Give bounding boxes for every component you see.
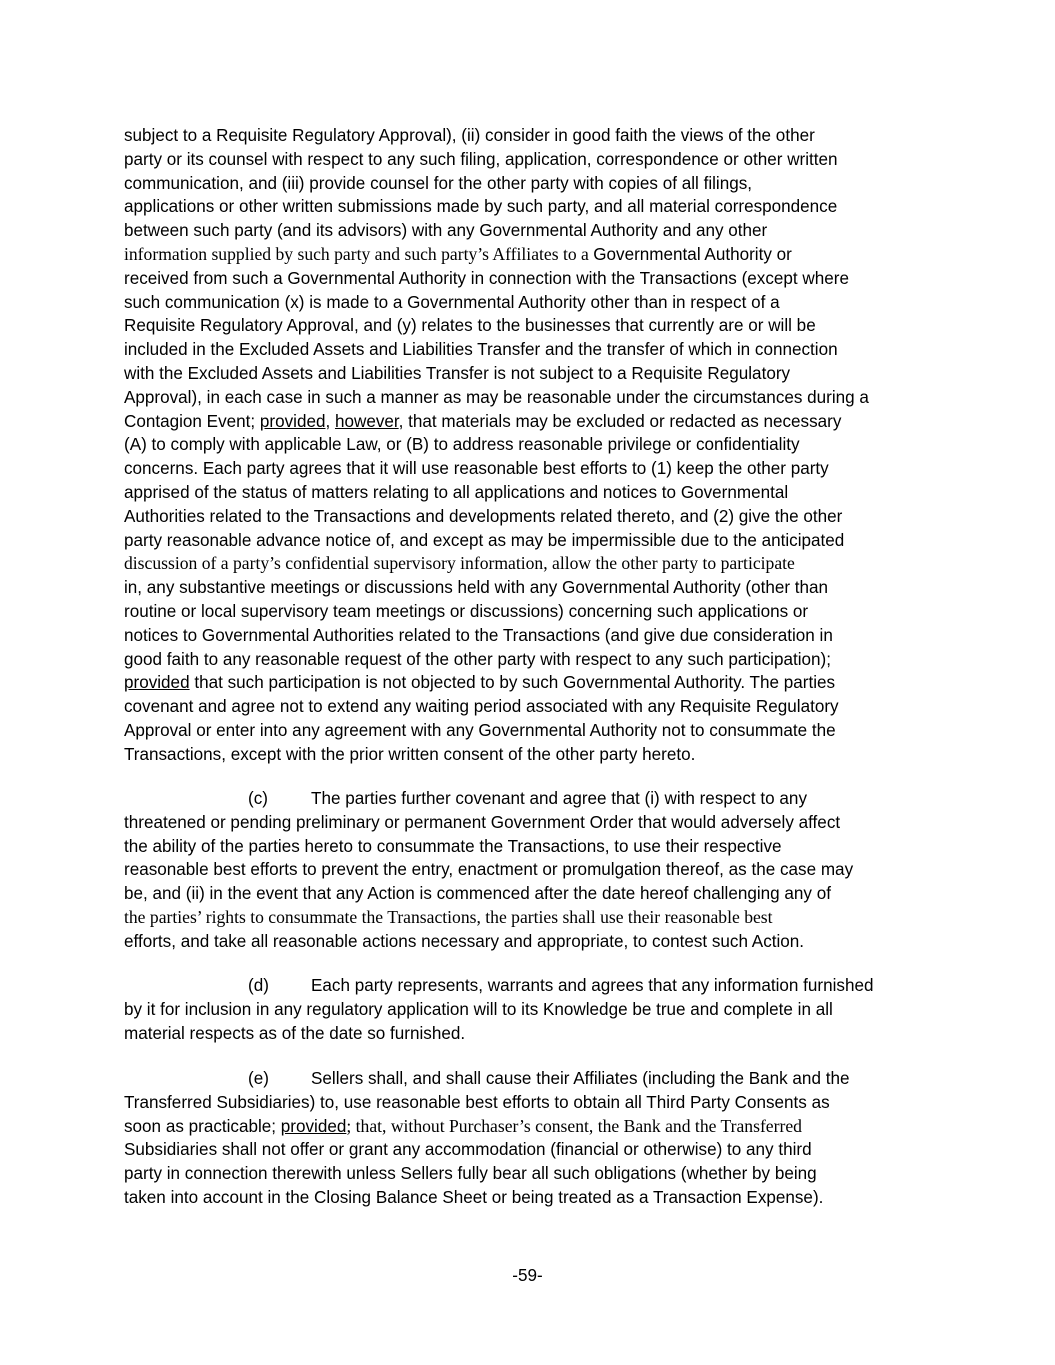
text-line: with the Excluded Assets and Liabilities Transfer is not subject to a Requisite Regulatory [124,363,791,383]
text-line: Transactions, except with the prior written consent of the other party hereto. [124,744,696,764]
text-line: such communication (x) is made to a Governmental Authority other than in respect of a [124,292,780,312]
text-line: applications or other written submissions made by such party, and all material correspondence [124,197,838,217]
provided-underlined: provided [124,673,190,693]
however-underlined: however [334,411,399,431]
provided-underlined: provided [280,1116,347,1136]
paragraph-e [124,1067,936,1210]
text-line: Approval or enter into any agreement with any Governmental Authority not to consummate the [124,720,836,740]
text-line: threatened or pending preliminary or permanent Government Order that would adversely affect [124,812,841,832]
text-line: provided that such participation is not objected to by such Governmental Authority. The parties [124,673,836,693]
provided-underlined: provided [259,411,326,431]
text-line: discussion of a party’s confidential supervisory information, allow the other party to participate [124,553,795,574]
text-line: (c) The parties further covenant and agree that (i) with respect to any [124,787,936,811]
text-line: Requisite Regulatory Approval, and (y) relates to the businesses that currently are or will be [124,316,816,336]
text-line: between such party (and its advisors) with any Governmental Authority and any other [124,221,768,241]
text-line: by it for inclusion in any regulatory application will to its Knowledge be true and complete in all [124,999,833,1019]
text-line: reasonable best efforts to prevent the entry, enactment or promulgation thereof, as the case may [124,860,854,880]
paragraph-label: (e) [248,1069,269,1088]
text-line: party or its counsel with respect to any such filing, application, correspondence or other written [124,149,838,169]
text-line: (A) to comply with applicable Law, or (B) to address reasonable privilege or confidentiality [124,435,800,455]
text-line: the parties’ rights to consummate the Transactions, the parties shall use their reasonable best [124,906,773,927]
text-line: covenant and agree not to extend any waiting period associated with any Requisite Regulatory [124,697,839,717]
text-line: communication, and (iii) provide counsel for the other party with copies of all filings, [124,173,753,193]
text-line: received from such a Governmental Authority in connection with the Transactions (except where [124,268,849,288]
text-line: Authorities related to the Transactions and developments related thereto, and (2) give the other [124,506,843,526]
text-line: Transferred Subsidiaries) to, use reasonable best efforts to obtain all Third Party Consents as [124,1092,830,1112]
text-line: (e) Sellers shall, and shall cause their Affiliates (including the Bank and the [124,1067,936,1091]
text-line: routine or local supervisory team meetings or discussions) concerning such applications or [124,601,809,621]
text-line: material respects as of the date so furnished. [124,1023,466,1043]
text-line: Subsidiaries shall not offer or grant any accommodation (financial or otherwise) to any third [124,1140,812,1160]
text-line: information supplied by such party and such party’s Affiliates to a Governmental Authority or [124,243,792,264]
text-line: apprised of the status of matters relating to all applications and notices to Governmental [124,482,789,502]
text-line: notices to Governmental Authorities related to the Transactions (and give due consideration in [124,625,833,645]
text-line: Contagion Event; provided, however, that materials may be excluded or redacted as necessary [124,411,842,431]
paragraph-d [124,974,936,1045]
text-line: Approval), in each case in such a manner as may be reasonable under the circumstances during a [124,387,869,407]
page-number: -59- [512,1266,543,1285]
text-line: concerns. Each party agrees that it will use reasonable best efforts to (1) keep the other party [124,459,829,479]
text-line: efforts, and take all reasonable actions necessary and appropriate, to contest such Action. [124,931,805,951]
paragraph-label: (c) [248,789,268,808]
text-line: soon as practicable; provided; that, without Purchaser’s consent, the Bank and the Transferred [124,1115,802,1136]
text-line: subject to a Requisite Regulatory Approval), (ii) consider in good faith the views of the other [124,126,815,145]
text-line: included in the Excluded Assets and Liabilities Transfer and the transfer of which in connection [124,340,838,360]
text-line: party in connection therewith unless Sellers fully bear all such obligations (whether by being [124,1164,817,1184]
text-line: be, and (ii) in the event that any Action is commenced after the date hereof challenging any of [124,884,831,904]
text-line: taken into account in the Closing Balance Sheet or being treated as a Transaction Expense). [124,1187,824,1207]
text-line: good faith to any reasonable request of the other party with respect to any such participation); [124,649,831,669]
paragraph-c [124,787,936,954]
text-line: the ability of the parties hereto to consummate the Transactions, to use their respective [124,836,782,856]
text-line: (d) Each party represents, warrants and agrees that any information furnished [124,974,936,998]
paragraph-label: (d) [248,976,269,995]
text-line: party reasonable advance notice of, and except as may be impermissible due to the anticipated [124,530,845,550]
paragraph-b [124,124,936,767]
text-line: in, any substantive meetings or discussions held with any Governmental Authority (other than [124,578,829,598]
